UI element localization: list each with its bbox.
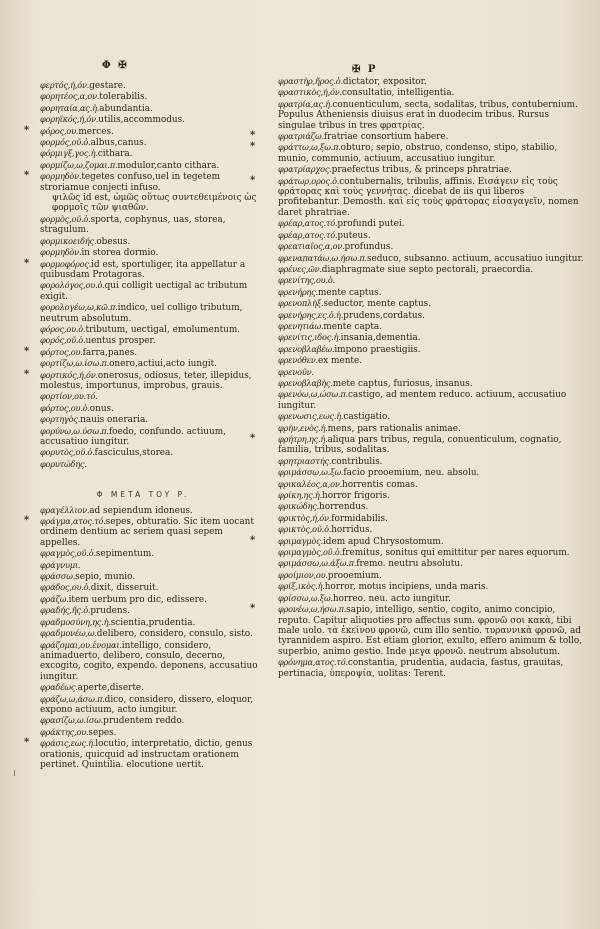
greek-headword: φρενοβλαβὴς. [278,377,333,388]
greek-headword: φραδμονέω,ω. [40,628,97,639]
dictionary-entry [256,230,584,241]
dictionary-entry [256,164,584,175]
greek-headword: φρατρίαρχος. [278,164,332,175]
dictionary-entry [256,310,584,321]
greek-headword: φράκτης,ου. [40,726,89,737]
dictionary-entry [250,130,584,143]
greek-headword: φράζω,ω,άσω.π. [40,693,105,704]
dictionary-entry [256,241,584,252]
greek-headword: φριμαγμὸς,οῦ.ὁ. [278,547,342,558]
dictionary-entry [256,490,584,501]
dictionary-entry [256,321,584,332]
dictionary-entry [22,214,264,236]
latin-gloss: uentus prosper. [85,336,156,347]
latin-gloss: aliqua pars tribus, regula, conuenticulum, cognatio, familia, tribus, sodalitas. [278,435,562,456]
dictionary-entry [22,694,264,716]
greek-headword: φρονέω,ω,ήσω.π. [278,604,347,615]
latin-gloss: horreo. neu. acto iungitur. [332,593,451,604]
asterisk-icon: * [24,368,30,380]
dictionary-entry [22,114,264,125]
greek-headword: φορμίζω,ω,ζομαι.π. [40,159,118,170]
dictionary-entry [256,218,584,229]
greek-headword: φρενητιάω. [278,320,324,331]
greek-headword: φορητέος,α,ον. [40,91,100,102]
greek-headword: φρενοῦν. [278,366,314,377]
latin-gloss: dictator, expositor. [342,77,427,87]
dictionary-entry [22,391,264,402]
latin-gloss: obturo, sepio, obstruo, condenso, stipo, stabilio, munio, communio, actiuum, accusatiuo iungitur. [278,143,558,164]
dictionary-entry [22,571,264,582]
latin-gloss: fratriae consortium habere. [323,132,449,143]
dictionary-entry [256,479,584,490]
greek-headword: φρενοβλαβέω. [278,343,335,354]
asterisk-icon: * [24,737,30,749]
dictionary-entry [22,640,264,683]
dictionary-entry [22,137,264,148]
greek-headword: φράζομαι,ου.ἐνομαι. [40,639,122,650]
latin-gloss: mens, pars rationalis animae. [327,423,461,434]
latin-gloss: horridus. [331,525,373,536]
dictionary-entry [22,727,264,738]
dictionary-entry [250,603,584,657]
dictionary-entry [256,389,584,411]
latin-gloss: seduco, subsanno. actiuum, accusatiuo iungitur. [366,253,584,264]
greek-headword: φράγμα,ατος.τό. [40,516,106,527]
greek-headword: φρήτρη,ης.ἡ. [278,434,328,444]
greek-headword: φράσις,εως.ἡ. [40,738,96,749]
latin-gloss: ex mente. [317,356,363,367]
dictionary-entry [22,605,264,616]
asterisk-icon: * [250,433,256,444]
greek-headword: φρενόθεν. [278,355,318,366]
latin-gloss: sapio, intelligo, sentio, cogito, animo concipio, reputo. Capitur aliquoties pro affectus sum. φρονῶ σοι κακὰ, tibi male uolo. τὰ ἐκείνου φρονῶ, cum illo sentio. τυραννικὰ φρονῶ, ad tyrannidem aspiro. Est etiam glorior, exulto, effero animum & tollo, superbio, animo gestio. Inde μεγα φρονῶ. neutrum absolutum. [278,605,583,657]
dictionary-entry [256,367,584,378]
latin-gloss: fremo. neutru absolutu. [356,559,463,570]
latin-gloss: prudens,cordatus. [343,310,426,321]
latin-gloss: foedo, confundo. actiuum, accusatiuo iungitur. [40,426,226,447]
latin-gloss: delibero, considero, consulo, sisto. [96,629,253,640]
dictionary-entry [22,302,264,324]
greek-headword: φράδος,ου.ὁ. [40,582,91,593]
dictionary-entry [256,558,584,569]
greek-headword: φροίμιον,ου. [278,569,328,580]
dictionary-entry [256,657,584,679]
latin-gloss: onus. [89,403,114,414]
latin-gloss: impono praestigiis. [334,344,421,355]
dictionary-entry [22,236,264,247]
asterisk-icon: * [250,534,256,546]
dictionary-entry [256,378,584,389]
latin-gloss: indico, uel colligo tributum, neutrum absolutum. [40,303,243,324]
greek-headword: φραστὴρ,ῆρος.ὁ. [278,76,343,86]
greek-headword: φρικτὸς,οῦ.ὁ. [278,524,332,535]
header-left-mark: Φ ✠ [102,60,129,71]
latin-gloss: locutio, interpretatio, dictio, genus orationis, quicquid ad instructam orationem pertinet. Quintilia. elocutione uertit. [40,739,253,770]
greek-headword: φρατριάζω. [278,131,324,142]
latin-gloss: utilis,accommodus. [98,115,185,126]
latin-gloss: modulor,canto cithara. [117,160,220,171]
latin-gloss: tolerabilis. [99,92,148,103]
greek-headword: φορηϊκός,ή,όν. [40,114,99,125]
greek-headword: φόρμιγξ,γος.ἡ. [40,148,98,159]
latin-gloss: item uerbum pro dic, edissere. [68,594,208,605]
greek-headword: φρατρία,ας.ἡ. [278,98,333,109]
greek-headword: φρενωσις,εως.ἡ. [278,411,344,422]
dictionary-entry [256,524,584,535]
latin-gloss: profundus. [344,242,394,253]
greek-headword: φορμὸς,οῦ.ὁ. [40,213,91,224]
greek-headword: φρενόω,ω,ώσω.π. [278,389,348,400]
latin-gloss: dico, considero, dissero, eloquor, expono actiuum, acto iungitur. [40,694,254,715]
dictionary-entry [22,324,264,335]
header-right-mark: ✠ Ρ [352,64,378,75]
greek-headword: φόρος,ου. [40,125,79,136]
latin-gloss: onero,actiui,acto iungit. [109,359,218,370]
greek-headword: φόρτος,ου.ὁ. [40,402,90,413]
latin-gloss: formidabilis. [331,513,388,524]
latin-gloss: seductor, mente captus. [323,299,432,310]
greek-headword: φορτίζω,ω.ίσω.π. [40,358,110,369]
dictionary-entry [256,467,584,478]
latin-gloss: intelligo, considero, animaduerto, delibero, consulo, decerno, excogito, cogito, expendo. deponens, accusatiuo iungitur. [40,640,258,682]
greek-headword: φραδής,ῆς.ὁ. [40,605,91,616]
section-heading: Φ META TOY P. [96,490,190,500]
greek-headword: φρενίτης,ου.ὁ. [278,275,335,286]
latin-gloss: consultatio, intelligentia. [341,88,455,99]
dictionary-entry [22,80,264,91]
latin-gloss: fasciculus,storea. [94,448,174,459]
greek-headword: φορός,οῦ.ὁ. [40,335,86,346]
asterisk-icon: * [24,170,30,182]
greek-headword: φριμαγμὸς. [278,535,323,546]
dictionary-entry [22,505,264,516]
greek-headword: φορύνω,ω.ύσω.π. [40,425,109,436]
margin-mark [14,770,15,776]
greek-headword: φραστικὸς,ή,όν. [278,87,342,98]
dictionary-entry [22,628,264,639]
greek-headword: φορολογέω,ω,κῶ.π. [40,302,118,313]
greek-headword: φορτηγὸς. [40,414,81,425]
latin-gloss: insania,dementia. [340,333,421,344]
dictionary-entry [22,548,264,559]
dictionary-entry [22,617,264,628]
greek-headword: φορολόγος,ου.ὁ. [40,280,105,291]
latin-gloss: horror frigoris. [322,491,390,502]
greek-headword: φραγέλλιον. [40,504,90,515]
greek-headword: φρίκη,ης.ἡ. [278,490,323,501]
asterisk-icon: * [250,174,256,186]
greek-headword: φρικώδης. [278,501,320,512]
asterisk-icon: * [250,141,256,153]
latin-gloss: praefectus tribus, & princeps phratriae. [331,165,512,176]
greek-headword: φράττω,ω,ξω.π. [278,142,341,153]
greek-headword: φρέαρ,ατος.τό. [278,218,338,229]
dictionary-entry [256,513,584,524]
latin-gloss: sepimentum. [95,549,155,560]
latin-gloss: sepes. [88,727,117,738]
greek-headword: φρικτὸς,ή,όν. [278,512,332,523]
dictionary-entry [250,433,584,456]
latin-gloss: aperte,diserte. [77,683,144,694]
latin-gloss: castigatio. [343,412,390,423]
greek-headword: φρασίζω,ω.ίσω. [40,715,104,726]
latin-gloss: abundantia. [99,103,153,114]
latin-gloss: castigo, ad mentem reduco. actiuum, accusatiuo iungitur. [278,390,567,411]
dictionary-entry [22,560,264,571]
latin-gloss: horror, motus incipiens, unda maris. [324,582,489,593]
greek-headword: φορυτὸς,οῦ.ὁ. [40,447,95,458]
dictionary-entry [256,593,584,604]
dictionary-entry [22,414,264,425]
latin-gloss: dixit, disseruit. [90,583,159,594]
greek-headword: φριμάσσω,ω.ξω. [278,467,344,478]
latin-gloss: farra,panes. [82,347,138,358]
dictionary-entry [22,126,264,137]
dictionary-entry [22,447,264,458]
dictionary-entry [22,280,264,302]
latin-gloss: prooemium. [327,570,382,581]
asterisk-icon: * [24,345,30,357]
greek-headword: φραδέως. [40,682,78,693]
greek-headword: φορμηδὸν. [40,247,82,258]
asterisk-icon: * [250,130,256,142]
latin-gloss: fremitus, sonitus qui emittitur per nares equorum. [341,548,570,559]
dictionary-entry [22,148,264,159]
dictionary-entry [256,87,584,98]
latin-gloss: conuenticulum, secta, sodalitas, tribus, contubernium. Populus Atheniensis diuisus erat in duodecim tribus. Rursus singulae tribus in tres φρατρίας. [278,99,578,131]
latin-gloss: idem apud Chrysostomum. [322,536,444,547]
latin-gloss: mente captus. [317,287,382,298]
greek-headword: φρὴν,ενὸς.ἡ. [278,422,328,433]
dictionary-entry [256,411,584,422]
greek-headword: φριμάσσω,ω.άξω.π. [278,558,357,569]
latin-gloss: contribulis. [331,456,383,467]
dictionary-entry [256,332,584,343]
latin-gloss: gestare. [89,81,126,91]
asterisk-icon: * [24,515,30,527]
latin-gloss: sporta, cophynus, uas, storea, stragulum. [40,214,226,236]
greek-headword: φορμός,οῦ.ὁ. [40,137,91,148]
latin-gloss: prudens. [90,606,130,617]
greek-headword: φορηταία,ας.ἡ. [40,102,100,113]
asterisk-icon: * [24,257,30,269]
dictionary-entry [250,174,584,219]
right-column [250,76,584,679]
asterisk-icon: * [24,124,30,136]
dictionary-entry [22,171,264,193]
latin-gloss: tributum, uectigal, emolumentum. [85,324,241,335]
latin-gloss: id est, sportuliger, ita appellatur a quibusdam Protagoras. [40,259,246,280]
dictionary-entry [256,287,584,298]
dictionary-entry [22,682,264,693]
latin-gloss: scientia,prudentia. [110,617,196,628]
latin-gloss: merces. [78,126,114,137]
greek-headword: φρέαρ,ατος.τό. [278,229,338,240]
dictionary-entry [256,570,584,581]
greek-headword: φρόνημα,ατος.τό. [278,657,348,668]
greek-headword: φρεναπατάω,ω.ήσω.π. [278,252,367,263]
dictionary-entry [256,423,584,434]
greek-headword: φρένες,ῶν. [278,263,322,274]
left-column [22,80,264,770]
greek-headword: φορτίον,ου.τό. [40,391,98,402]
dictionary-entry [250,534,584,547]
latin-gloss: sepes, obturatio. Sic item uocant ordinem dentium ac seriem quasi sepem appelles. [40,517,254,548]
latin-gloss: ad sepiendum idoneus. [89,505,193,516]
greek-headword: φορμηδὸν. [40,171,82,182]
dictionary-entry [22,259,264,281]
greek-headword: φραδμοσύνη,ης.ἡ. [40,616,111,627]
dictionary-entry [256,547,584,558]
dictionary-entry [256,275,584,286]
greek-headword: φραγμὸς,οῦ.ὁ. [40,548,96,559]
greek-headword: φρενήρης. [278,286,318,297]
latin-gloss: nauis oneraria. [80,415,149,426]
dictionary-entry [22,738,264,770]
dictionary-entry [256,501,584,512]
dictionary-entry [256,253,584,264]
latin-gloss: tegetes confuso,uel in tegetem stroriamue conjecti infuso. [40,172,221,193]
latin-gloss: sepio, munio. [75,572,136,583]
dictionary-entry [256,264,584,275]
greek-headword: φρενοπλὴξ. [278,298,324,309]
latin-gloss: obesus. [96,236,131,247]
dictionary-entry [22,516,264,548]
dictionary-entry [22,594,264,605]
dictionary-entry [22,370,264,392]
dictionary-entry [22,335,264,346]
dictionary-entry [22,459,264,470]
dictionary-entry [250,141,584,164]
greek-headword: φράσσω. [40,571,76,582]
latin-gloss: horrentis comas. [342,479,418,490]
latin-gloss: albus,canus. [90,138,147,149]
dictionary-entry [22,103,264,114]
dictionary-entry [256,298,584,309]
latin-gloss: onerosus, odiosus, teter, illepidus, molestus, importunus, improbus, grauis. [40,370,252,391]
latin-gloss: constantia, prudentia, audacia, fastus, grauitas, pertinacia, ὑπεροψία, uolitas: Terent. [278,658,564,679]
page-header [0,60,600,74]
latin-gloss: profundi putei. [337,219,405,230]
dictionary-entry [22,347,264,358]
asterisk-icon: * [250,603,256,615]
greek-headword: φερτός,ή,όν. [40,80,90,90]
dictionary-entry [22,582,264,593]
greek-headword: φορυτώδης. [40,458,87,469]
dictionary-entry [22,715,264,726]
latin-gloss: contubernalis, tribulis, affinis. Εισάγειν εἰς τοὺς φράτορας καὶ τοὺς γεννήτας. dicebat de iis qui liberos profitebantur. Demosth. καὶ εἰς τοὺς φράτορας εἰσαγαγεῖν, nomen daret phratriae. [278,176,579,218]
greek-headword: φρενίτις,ιδος.ἡ. [278,332,341,343]
greek-headword: φορμοφόρος. [40,258,92,269]
dictionary-entry [256,99,584,131]
dictionary-entry [256,581,584,592]
greek-headword: φρίξ,ικὸς.ἡ. [278,581,325,592]
latin-gloss: puteus. [337,230,371,241]
latin-gloss: prudentem reddo. [103,716,185,727]
latin-gloss: diaphragmate siue septo pectorali, praecordia. [321,264,534,275]
latin-gloss: facio prooemium, neu. absolu. [343,468,480,479]
latin-gloss: qui colligit uectigal ac tributum exigit. [40,281,248,302]
dictionary-entry [256,76,584,87]
greek-headword: φράγνυμι. [40,559,81,570]
dictionary-entry [22,247,264,258]
greek-headword: φρεατιαῖος,α,ον. [278,241,345,252]
dictionary-entry [22,403,264,414]
greek-headword: φράτωρ,ορος.ὁ. [278,175,340,186]
dictionary-entry [22,91,264,102]
dictionary-entry [256,456,584,467]
dictionary-entry [256,355,584,366]
entry-continuation: ψιλῶς id est, ὡμῶς οὕτως συντεθειμένοις ὡς φορμοῖς τῶν ψιαθῶν. [52,193,257,214]
latin-gloss: cithara. [97,149,133,160]
latin-gloss: mete captus, furiosus, insanus. [332,378,473,389]
dictionary-entry [22,160,264,171]
greek-headword: φρίσσω,ω.ξω. [278,592,333,603]
latin-gloss: mente capta. [323,321,383,332]
greek-headword: φόρος,ου.ὁ. [40,323,86,334]
dictionary-entry [22,426,264,448]
greek-headword: φρητριαστής. [278,455,332,466]
greek-headword: φράζω. [40,593,69,604]
latin-gloss: in storea dormio. [81,248,159,259]
greek-headword: φρικαλέος,α,ον. [278,478,342,489]
latin-gloss: horrendus. [319,502,369,513]
greek-headword: φρενήρης,ες.ὁ.ἡ. [278,309,344,320]
dictionary-entry [256,344,584,355]
greek-headword: φόρτος,ου. [40,346,83,357]
greek-headword: φορμικοειδής. [40,235,97,246]
greek-headword: φορτικός,ή,όν. [40,369,98,380]
dictionary-entry [22,358,264,369]
